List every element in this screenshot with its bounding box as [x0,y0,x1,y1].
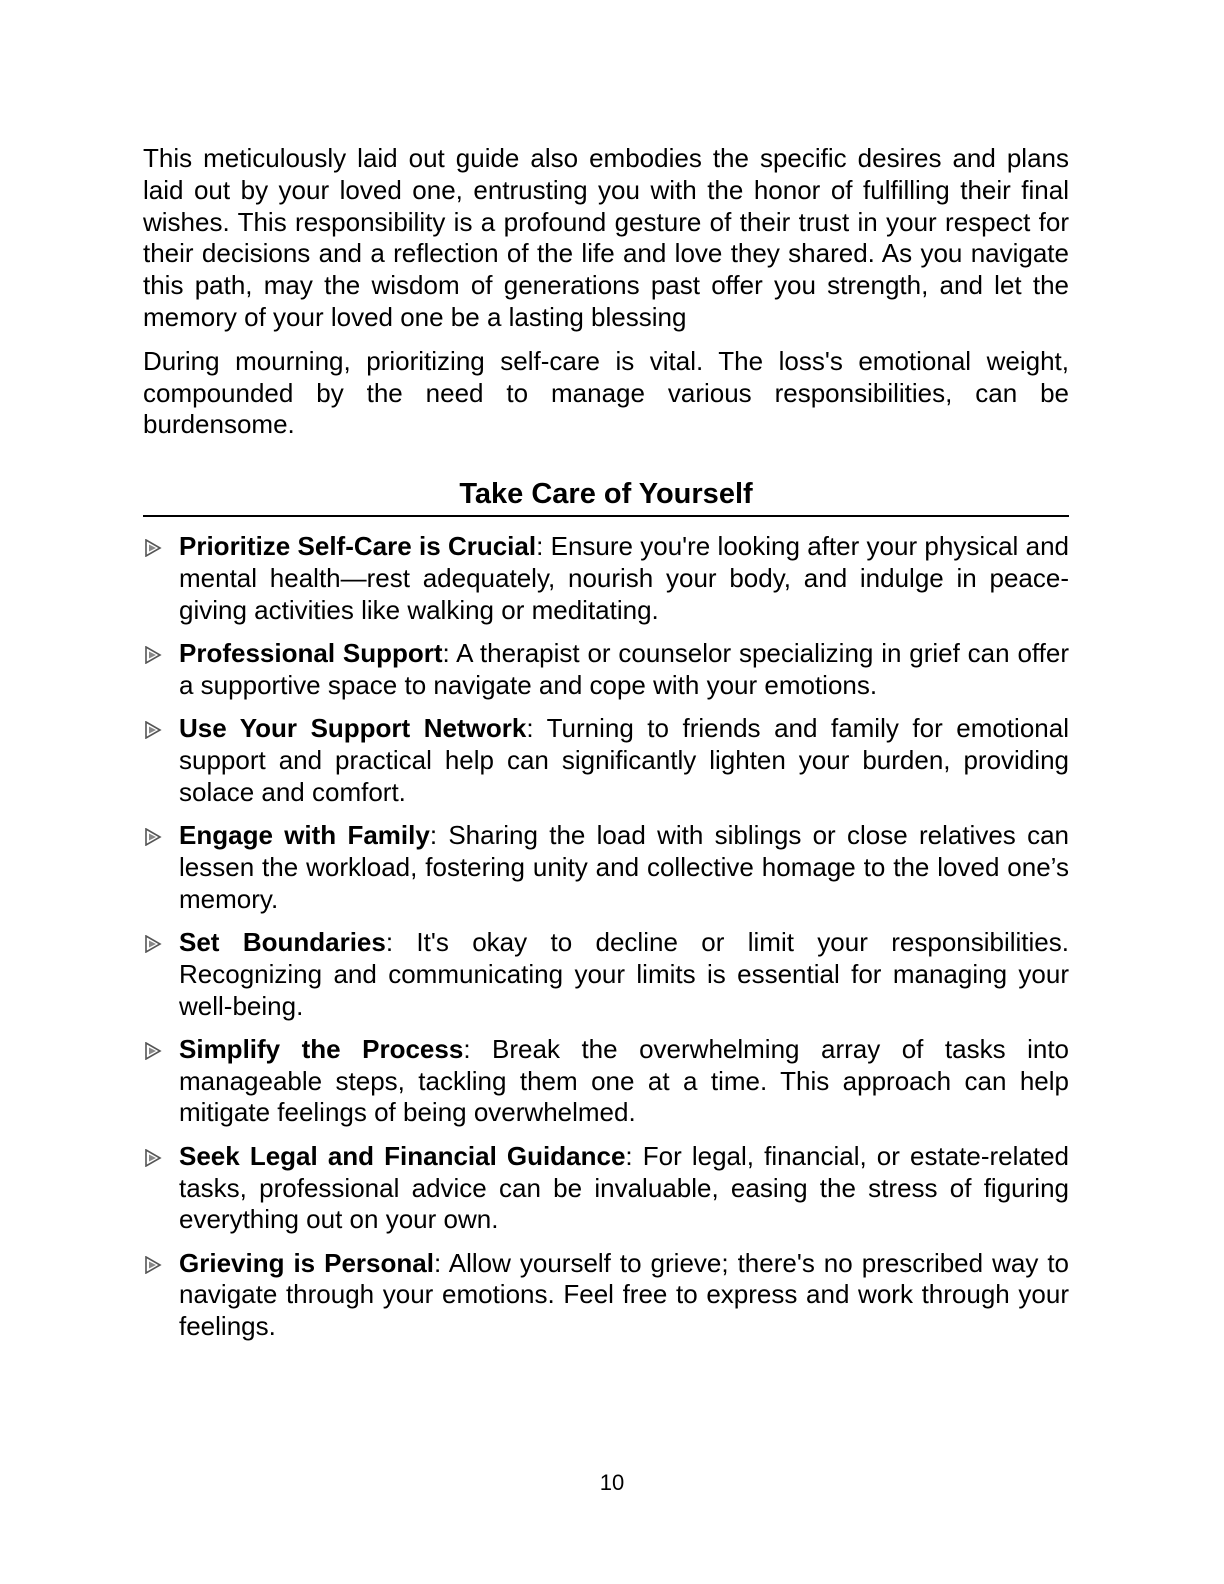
triangle-arrow-icon [144,935,162,953]
triangle-arrow-icon [144,1149,162,1167]
bullet-term: Prioritize Self-Care is Crucial [179,531,537,562]
bullet-text: : Turning to friends and family for emotional support and practical help can significantly lighten your burden, providing solace and comfort. [179,713,1069,807]
triangle-arrow-icon [144,721,162,739]
list-item [143,713,1069,808]
section-heading: Take Care of Yourself [143,477,1069,517]
list-item [143,1034,1069,1129]
bullet-term: Simplify the Process [179,1033,464,1064]
bullet-term: Seek Legal and Financial Guidance [179,1140,626,1171]
intro-paragraph: This meticulously laid out guide also embodies the specific desires and plans laid out by your loved one, entrusting you with the honor of fulfilling their final wishes. This responsibility is a profound gesture of their trust in your respect for their decisions and a reflection of the life and love they shared. As you navigate this path, may the wisdom of generations past offer you strength, and let the memory of your loved one be a lasting blessing [143,143,1069,332]
list-item [143,638,1069,702]
bullet-text: : Sharing the load with siblings or close relatives can lessen the workload, fostering unity and collective homage to the loved one’s memory. [179,820,1069,914]
triangle-arrow-icon [144,1042,162,1060]
bullet-text: : For legal, financial, or estate-related tasks, professional advice can be invaluable, easing the stress of figuring everything out on your own. [179,1140,1070,1235]
bullet-text: : Allow yourself to grieve; there's no prescribed way to navigate through your emotions. Feel free to express and work through your feelings. [179,1247,1069,1342]
bullet-text: : It's okay to decline or limit your responsibilities. Recognizing and communicating your limits is essential for managing your well-being. [179,926,1069,1021]
intro-paragraph: During mourning, prioritizing self-care is vital. The loss's emotional weight, compounded by the need to manage various responsibilities, can be burdensome. [143,345,1069,440]
list-item [143,531,1069,626]
bullet-text: : Ensure you're looking after your physical and mental health—rest adequately, nourish your body, and indulge in peace-giving activities like walking or meditating. [179,531,1069,625]
list-item [143,1248,1069,1343]
bullet-term: Grieving is Personal [179,1247,434,1278]
triangle-arrow-icon [144,646,162,664]
bullet-text: : A therapist or counselor specializing in grief can offer a supportive space to navigate and cope with your emotions. [179,638,1069,700]
triangle-arrow-icon [144,539,162,557]
triangle-arrow-icon [144,1256,162,1274]
bullet-term: Professional Support [179,638,443,669]
triangle-arrow-icon [144,828,162,846]
bullet-term: Engage with Family [179,820,430,851]
page-content [143,143,1069,1343]
list-item [143,1141,1069,1236]
bullet-term: Set Boundaries [179,926,386,957]
bullet-term: Use Your Support Network [179,713,527,744]
bullet-list [143,531,1069,1343]
page-number: 10 [599,1470,625,1495]
bullet-text: : Break the overwhelming array of tasks into manageable steps, tackling them one at a time. This approach can help mitigate feelings of being overwhelmed. [179,1033,1070,1128]
list-item [143,820,1069,915]
list-item [143,927,1069,1022]
